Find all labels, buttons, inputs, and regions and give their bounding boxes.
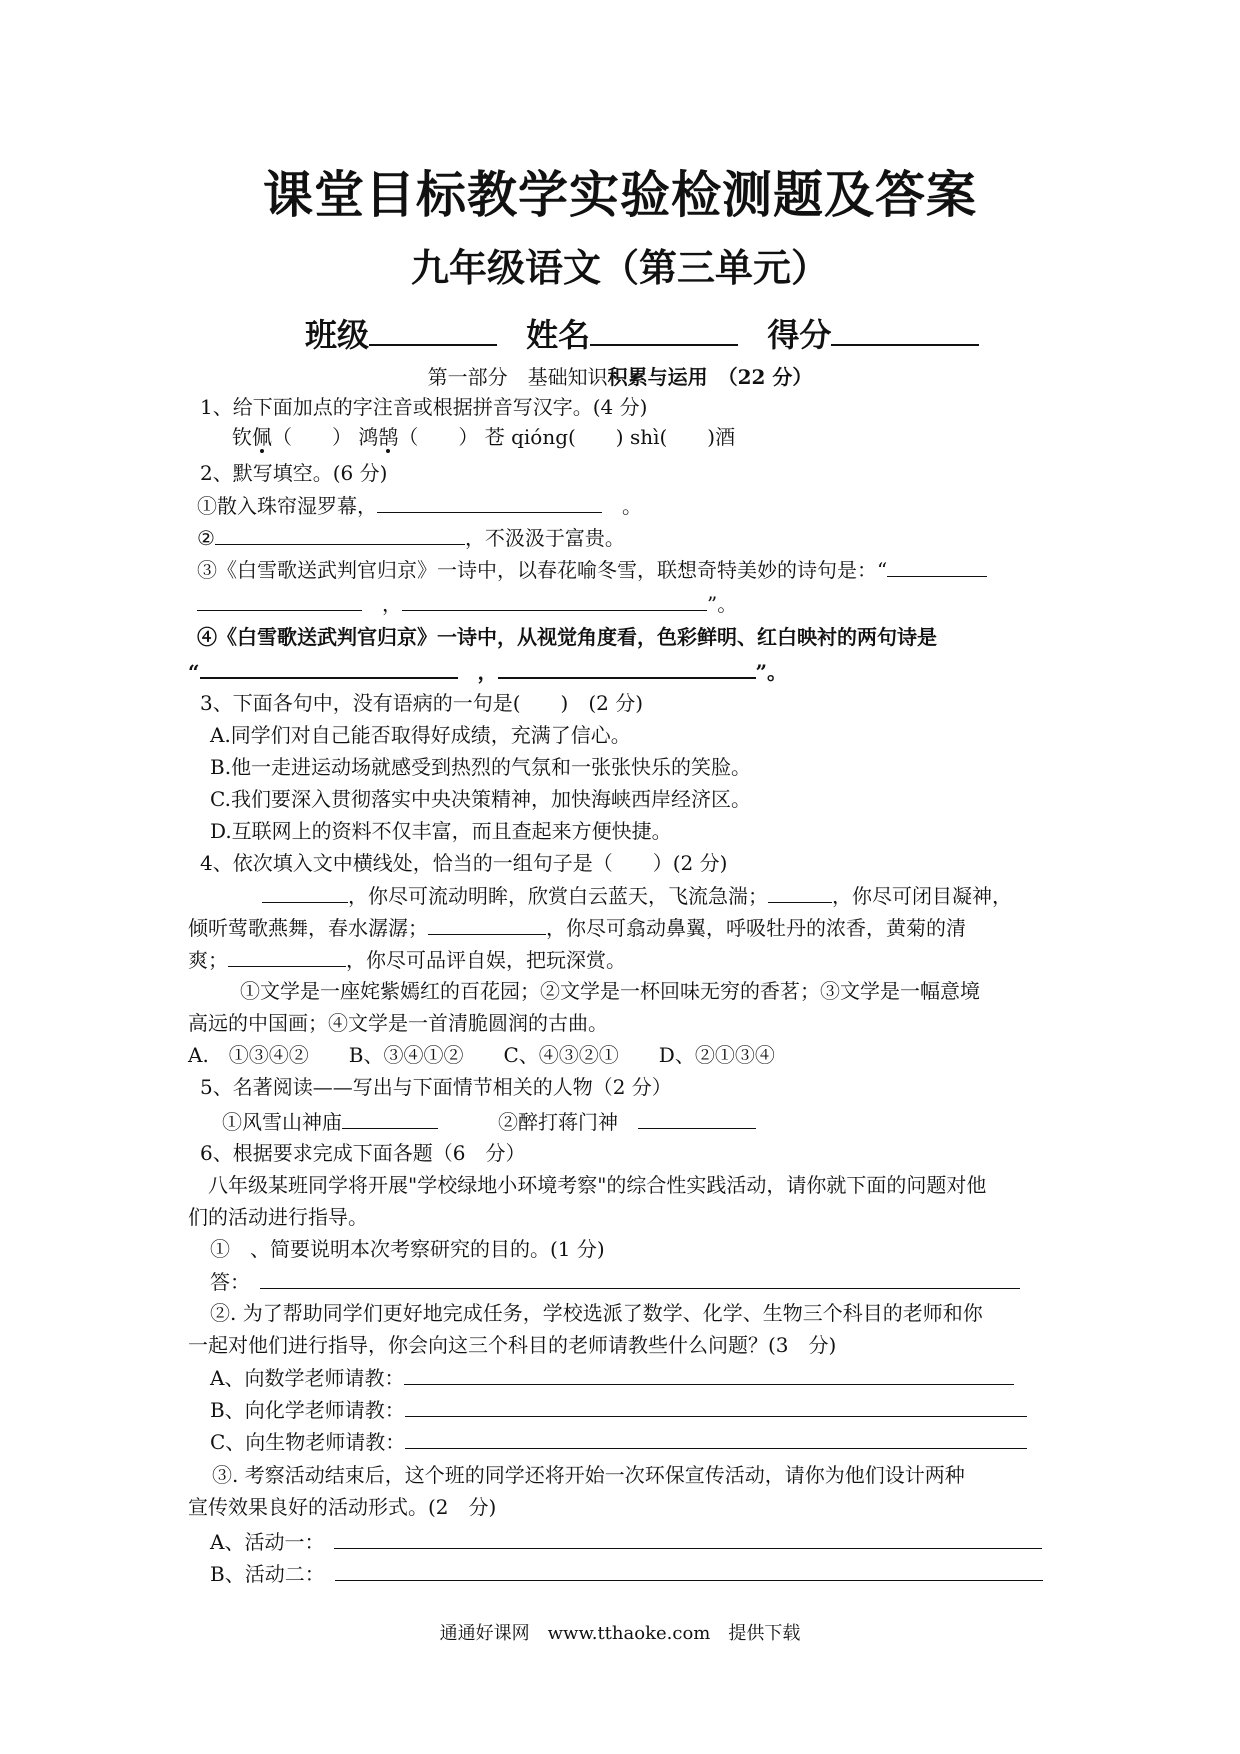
q1-word3: 苍 qióng( ) <box>484 425 624 449</box>
q2-line1-blank[interactable] <box>377 490 602 513</box>
q6-activity-2 <box>210 1558 1043 1589</box>
q3-option-c: C.我们要深入贯彻落实中央决策精神，加快海峡西岸经济区。 <box>210 787 751 811</box>
q6-bio-question <box>210 1426 1027 1457</box>
name-blank[interactable] <box>590 310 738 346</box>
q6-answer-label: 答： <box>210 1270 240 1294</box>
q4-answer-options: A. ①③④② B、③④①② C、④③②① D、②①③④ <box>188 1043 775 1067</box>
name-label: 姓名 <box>526 316 591 354</box>
q4-blank-2[interactable] <box>768 880 832 903</box>
q6-chem-blank[interactable] <box>405 1394 1027 1417</box>
q6-chem-label: B、向化学老师请教： <box>210 1398 405 1422</box>
q4-passage-line1 <box>262 880 1012 911</box>
q6-sub1: ① 、简要说明本次考察研究的目的。(1 分) <box>210 1237 605 1261</box>
q1-word1-char1: 钦 <box>232 425 252 449</box>
q6-math-label: A、向数学老师请教： <box>210 1366 405 1390</box>
q1-word4: shì( )酒 <box>629 425 736 449</box>
q2-line3-blank-c[interactable] <box>402 588 707 611</box>
q4-p1b: ，你尽可闭目凝神， <box>832 884 1012 908</box>
student-info-fields <box>305 310 997 359</box>
q4-p1a: ，你尽可流动明眸，欣赏白云蓝天，飞流急湍； <box>348 884 768 908</box>
q3-option-a: A.同学们对自己能否取得好成绩，充满了信心。 <box>210 723 631 747</box>
q2-line1-text: ①散入珠帘湿罗幕， <box>197 494 377 518</box>
q6-intro-line1: 八年级某班同学将开展"学校绿地小环境考察"的综合性实践活动，请你就下面的问题对他 <box>208 1173 987 1197</box>
class-blank[interactable] <box>369 310 497 346</box>
q4-passage-line3 <box>188 944 626 975</box>
q6-activity-1-label: A、活动一： <box>210 1530 315 1554</box>
q2-line1-end: 。 <box>622 494 642 518</box>
part-one-prefix: 第一部分 基础知识 <box>427 365 608 389</box>
q2-line3-blank-a[interactable] <box>887 554 987 577</box>
q6-sub3-line2: 宣传效果良好的活动形式。(2 分) <box>188 1495 497 1519</box>
q6-answer-line <box>210 1266 1020 1297</box>
q2-line4b-end: ”。 <box>755 660 788 684</box>
q2-line3b-end: ”。 <box>707 592 738 616</box>
q4-p2b: ，你尽可翕动鼻翼，呼吸牡丹的浓香，黄菊的清 <box>546 916 966 940</box>
page-title: 课堂目标教学实验检测题及答案 <box>263 165 977 224</box>
q2-line2-blank[interactable] <box>215 522 465 545</box>
q2-line4: ④《白雪歌送武判官归京》一诗中，从视觉角度看，色彩鲜明、红白映衬的两句诗是 <box>197 625 937 649</box>
q6-math-question <box>210 1362 1014 1393</box>
q1-word2-char2-dotted: 鹄 <box>378 425 399 449</box>
q4-passage-line2 <box>188 912 966 943</box>
score-label: 得分 <box>767 316 832 354</box>
q6-activity-1-blank[interactable] <box>334 1526 1042 1549</box>
q2-line3b-mid: ， <box>382 592 402 616</box>
q2-line4b-mid: ， <box>477 660 498 684</box>
q2-line3 <box>197 554 987 585</box>
q2-line1 <box>197 490 642 521</box>
q4-p3a: 爽； <box>188 948 228 972</box>
q4-stem: 4、依次填入文中横线处，恰当的一组句子是（ ）(2 分) <box>200 851 728 875</box>
q2-line4b <box>188 655 787 687</box>
q6-sub3-line1: ③. 考察活动结束后，这个班的同学还将开始一次环保宣传活动，请你为他们设计两种 <box>212 1463 965 1487</box>
q3-option-d: D.互联网上的资料不仅丰富，而且查起来方便快捷。 <box>210 819 672 843</box>
page-subtitle: 九年级语文（第三单元） <box>410 245 829 290</box>
q6-answer-blank[interactable] <box>260 1266 1020 1289</box>
q6-sub2-line2: 一起对他们进行指导，你会向这三个科目的老师请教些什么问题？(3 分) <box>188 1333 837 1357</box>
q2-line3b <box>197 588 737 619</box>
score-blank[interactable] <box>831 310 979 346</box>
part-one-bold: 积累与运用 <box>607 365 708 389</box>
q5-item1-blank[interactable] <box>342 1106 438 1129</box>
q4-blank-1[interactable] <box>262 880 348 903</box>
q3-option-b: B.他一走进运动场就感受到热烈的气氛和一张张快乐的笑脸。 <box>210 755 752 779</box>
q5-item2-blank[interactable] <box>638 1106 756 1129</box>
q6-intro-line2: 们的活动进行指导。 <box>188 1205 368 1229</box>
q4-p2a: 倾听莺歌燕舞，春水潺潺； <box>188 916 428 940</box>
q2-line4b-open: “ <box>188 660 200 684</box>
q6-bio-label: C、向生物老师请教： <box>210 1430 406 1454</box>
q2-stem: 2、默写填空。(6 分) <box>200 461 388 485</box>
q1-word1-blank[interactable]: （ ） <box>272 425 352 449</box>
q5-item1: ①风雪山神庙 <box>222 1110 342 1134</box>
q4-sentences-line1: ①文学是一座姹紫嫣红的百花园；②文学是一杯回味无穷的香茗；③文学是一幅意境 <box>240 979 980 1003</box>
q4-sentences-line2: 高远的中国画；④文学是一首清脆圆润的古曲。 <box>188 1011 608 1035</box>
q4-p3b: ，你尽可品评自娱，把玩深赏。 <box>346 948 626 972</box>
q6-activity-2-blank[interactable] <box>335 1558 1043 1581</box>
page-footer: 通通好课网 www.tthaoke.com 提供下载 <box>439 1623 801 1644</box>
q6-activity-2-label: B、活动二： <box>210 1562 315 1586</box>
q1-word2-blank[interactable]: （ ） <box>398 425 479 449</box>
q4-blank-3[interactable] <box>428 912 546 935</box>
q2-line3-blank-b[interactable] <box>197 588 362 611</box>
q2-line2 <box>197 522 625 553</box>
q6-math-blank[interactable] <box>404 1362 1014 1385</box>
q6-bio-blank[interactable] <box>405 1426 1027 1449</box>
part-one-score: （22 分） <box>727 365 813 389</box>
q2-line3-text: ③《白雪歌送武判官归京》一诗中，以春花喻冬雪，联想奇特美妙的诗句是：“ <box>197 558 888 582</box>
q2-line4-blank-b[interactable] <box>498 655 756 679</box>
q6-stem: 6、根据要求完成下面各题（6 分） <box>200 1141 526 1165</box>
q4-blank-4[interactable] <box>228 944 346 967</box>
q6-chem-question <box>210 1394 1027 1425</box>
q6-activity-1 <box>210 1526 1042 1557</box>
q5-stem: 5、名著阅读——写出与下面情节相关的人物（2 分） <box>200 1075 672 1099</box>
part-one-heading <box>0 362 1240 392</box>
q1-word2-char1: 鸿 <box>358 425 379 449</box>
q2-line2-num: ② <box>197 526 215 550</box>
q1-stem: 1、给下面加点的字注音或根据拼音写汉字。(4 分) <box>200 395 648 419</box>
q6-sub2-line1: ②. 为了帮助同学们更好地完成任务，学校选派了数学、化学、生物三个科目的老师和你 <box>210 1301 983 1325</box>
q5-items <box>222 1106 756 1137</box>
q2-line4-blank-a[interactable] <box>200 655 458 679</box>
class-label: 班级 <box>305 316 370 354</box>
q3-stem: 3、下面各句中，没有语病的一句是( ) (2 分) <box>200 691 644 715</box>
q1-words <box>232 422 735 452</box>
q2-line2-text: ，不汲汲于富贵。 <box>464 526 625 550</box>
q5-item2: ②醉打蒋门神 <box>498 1110 618 1134</box>
q1-word1-char2-dotted: 佩 <box>252 425 272 449</box>
